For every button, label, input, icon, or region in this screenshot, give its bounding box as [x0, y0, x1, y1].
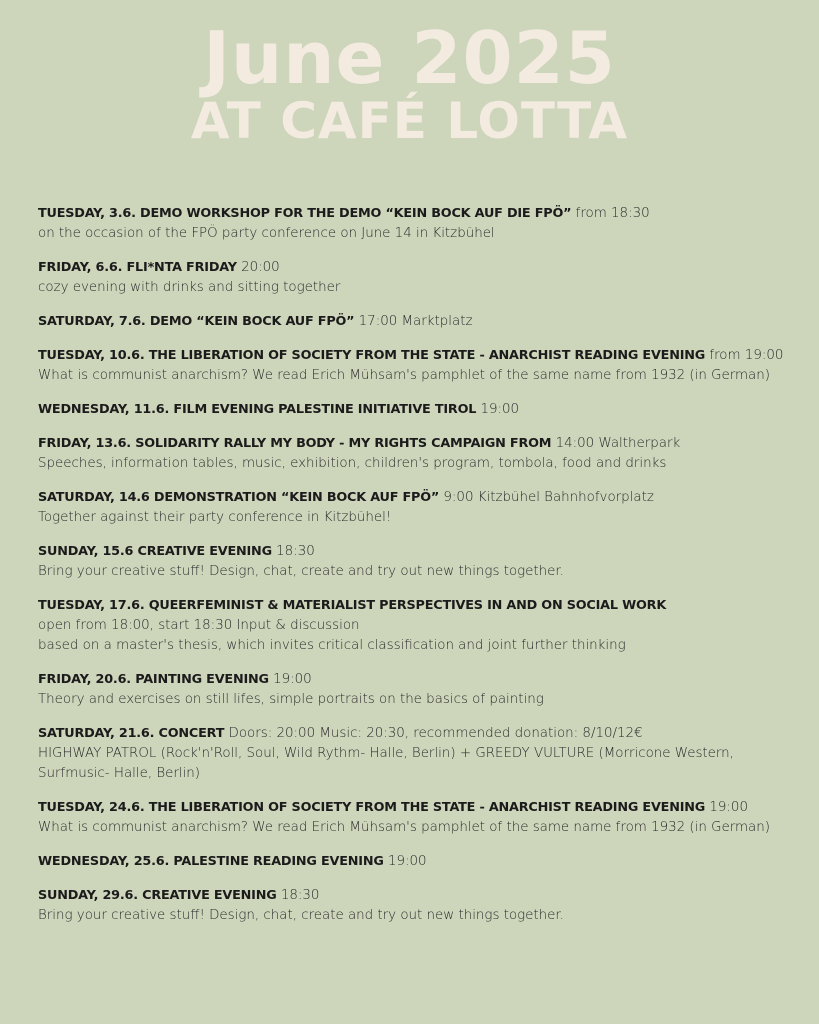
event-description: What is communist anarchism? We read Erich Mühsam's pamphlet of the same name from 1932 (in German) [38, 820, 770, 835]
event-time: from 19:00 [709, 348, 784, 363]
event-title: WEDNESDAY, 11.6. FILM EVENING PALESTINE INITIATIVE TIROL [38, 402, 477, 417]
event-description: Surfmusic- Halle, Berlin) [38, 766, 201, 781]
event-title: TUESDAY, 17.6. QUEERFEMINIST & MATERIALIST PERSPECTIVES IN AND ON SOCIAL WORK [38, 598, 667, 613]
event-title: WEDNESDAY, 25.6. PALESTINE READING EVENING [38, 854, 384, 869]
event-description: What is communist anarchism? We read Erich Mühsam's pamphlet of the same name from 1932 (in German) [38, 368, 770, 383]
event-description: Speeches, information tables, music, exhibition, children's program, tombola, food and drinks [38, 456, 667, 471]
event-description: on the occasion of the FPÖ party conference on June 14 in Kitzbühel [38, 226, 495, 241]
poster-header [0, 16, 819, 150]
event-title: FRIDAY, 20.6. PAINTING EVENING [38, 672, 269, 687]
event-title: SATURDAY, 21.6. CONCERT [38, 726, 225, 741]
event-heading-line [38, 258, 798, 278]
poster-subtitle: AT CAFÉ LOTTA [190, 92, 629, 150]
event-heading-line [38, 204, 798, 224]
event-item [38, 400, 798, 420]
event-description: HIGHWAY PATROL (Rock'n'Roll, Soul, Wild Rythm- Halle, Berlin) + GREEDY VULTURE (Morricone Western, [38, 746, 734, 761]
event-heading-line [38, 886, 798, 906]
event-time: Doors: 20:00 Music: 20:30, recommended donation: 8/10/12€ [228, 726, 643, 741]
event-heading-line [38, 488, 798, 508]
event-description: Theory and exercises on still lifes, simple portraits on the basics of painting [38, 692, 544, 707]
event-item [38, 312, 798, 332]
event-item [38, 724, 798, 784]
event-item [38, 798, 798, 838]
event-list [38, 204, 798, 940]
event-title: SATURDAY, 7.6. DEMO “KEIN BOCK AUF FPÖ” [38, 314, 355, 329]
event-title: SATURDAY, 14.6 DEMONSTRATION “KEIN BOCK AUF FPÖ” [38, 490, 440, 505]
event-description: open from 18:00, start 18:30 Input & discussion [38, 618, 360, 633]
event-time: 20:00 [241, 260, 280, 275]
event-time: from 18:30 [575, 206, 650, 221]
event-item [38, 258, 798, 298]
event-title: TUESDAY, 10.6. THE LIBERATION OF SOCIETY FROM THE STATE - ANARCHIST READING EVENING [38, 348, 706, 363]
event-item [38, 852, 798, 872]
event-description: Bring your creative stuff! Design, chat, create and try out new things together. [38, 564, 564, 579]
event-heading-line [38, 670, 798, 690]
event-title: FRIDAY, 6.6. FLI*NTA FRIDAY [38, 260, 237, 275]
event-heading-line [38, 312, 798, 332]
event-time: 19:00 [480, 402, 520, 417]
event-heading-line [38, 434, 798, 454]
poster-title: June 2025 [203, 16, 616, 100]
event-item [38, 488, 798, 528]
event-item [38, 346, 798, 386]
event-description: based on a master's thesis, which invites critical classification and joint further thinking [38, 638, 626, 653]
event-item [38, 596, 798, 656]
event-time: 19:00 [387, 854, 427, 869]
event-title: SUNDAY, 29.6. CREATIVE EVENING [38, 888, 277, 903]
event-heading-line [38, 798, 798, 818]
event-heading-line [38, 400, 798, 420]
event-item [38, 204, 798, 244]
event-time: 9:00 Kitzbühel Bahnhofvorplatz [443, 490, 654, 505]
event-description: Bring your creative stuff! Design, chat, create and try out new things together. [38, 908, 564, 923]
event-time: 14:00 Waltherpark [555, 436, 681, 451]
event-title: SUNDAY, 15.6 CREATIVE EVENING [38, 544, 272, 559]
event-heading-line [38, 596, 798, 616]
event-time: 19:00 [709, 800, 748, 815]
event-time: 18:30 [280, 888, 320, 903]
event-heading-line [38, 724, 798, 744]
event-item [38, 434, 798, 474]
event-title: FRIDAY, 13.6. SOLIDARITY RALLY MY BODY - MY RIGHTS CAMPAIGN FROM [38, 436, 552, 451]
event-title: TUESDAY, 3.6. DEMO WORKSHOP FOR THE DEMO “KEIN BOCK AUF DIE FPÖ” [38, 206, 572, 221]
event-description: Together against their party conference in Kitzbühel! [38, 510, 392, 525]
event-description: cozy evening with drinks and sitting together [38, 280, 341, 295]
event-item [38, 670, 798, 710]
event-time: 19:00 [273, 672, 312, 687]
event-time: 17:00 Marktplatz [358, 314, 473, 329]
event-title: TUESDAY, 24.6. THE LIBERATION OF SOCIETY FROM THE STATE - ANARCHIST READING EVENING [38, 800, 706, 815]
event-heading-line [38, 852, 798, 872]
event-heading-line [38, 346, 798, 366]
event-item [38, 542, 798, 582]
event-item [38, 886, 798, 926]
event-time: 18:30 [276, 544, 315, 559]
event-heading-line [38, 542, 798, 562]
